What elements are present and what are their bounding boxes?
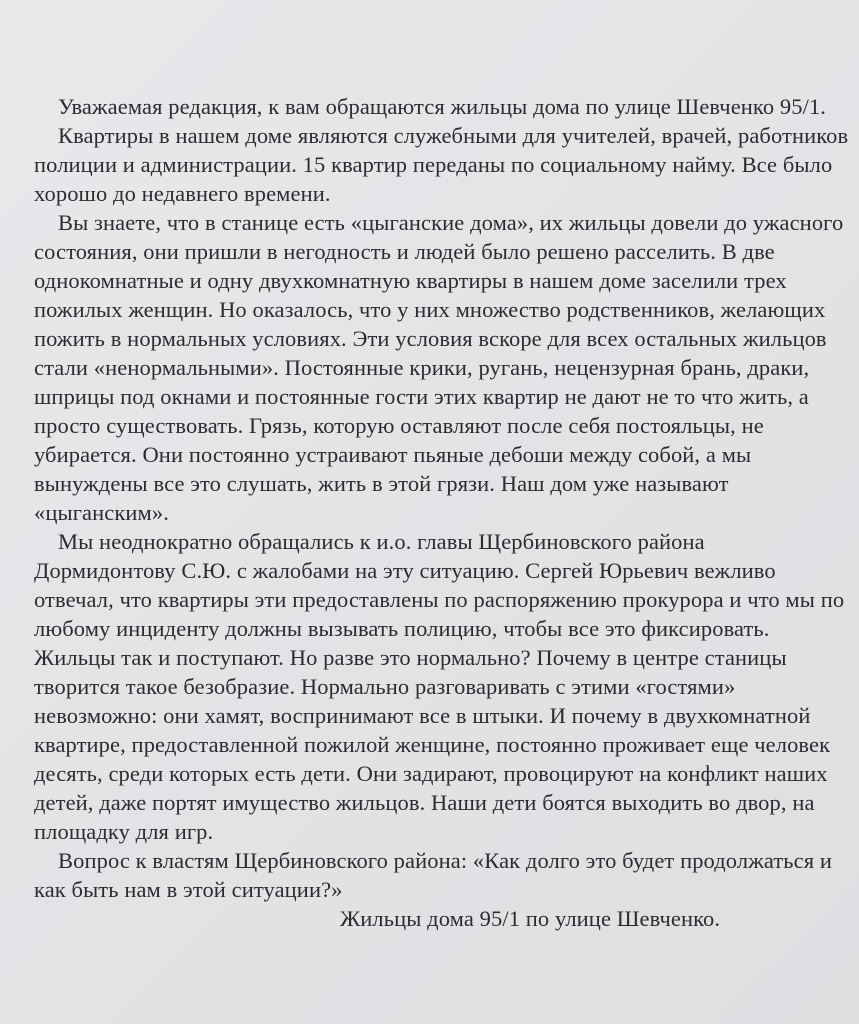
paragraph-appeals: Мы неоднократно обращались к и.о. главы Щербиновского района Дормидонтову С.Ю. с жалобами на эту ситуацию. Сергей Юрьевич вежливо отвечал, что квартиры эти предоставлены по распоряжению прокурора и что мы по любому инциденту должны вызывать полицию, чтобы все это фиксировать. Жильцы так и поступают. Но разве это нормально? Почему в центре станицы творится такое безобразие. Нормально разговаривать с этими «гостями» невозможно: они хамят, воспринимают все в штыки. И почему в двухкомнатной квартире, предоставленной пожилой женщине, постоянно проживает еще человек десять, среди которых есть дети. Они задирают, провоцируют на конфликт наших детей, даже портят имущество жильцов. Наши дети боятся выходить во двор, на площадку для игр.	[34, 529, 845, 844]
letter-body	[34, 92, 851, 933]
paragraph-residents-problem: Вы знаете, что в станице есть «цыганские дома», их жильцы довели до ужасного состояния, они пришли в негодность и людей было решено расселить. В две однокомнатные и одну двухкомнатную квартиры в нашем доме заселили трех пожилых женщин. Но оказалось, что у них множество родственников, желающих пожить в нормальных условиях. Эти условия вскоре для всех остальных жильцов стали «ненормальными». Постоянные крики, ругань, нецензурная брань, драки, шприцы под окнами и постоянные гости этих квартир не дают не то что жить, а просто существовать. Грязь, которую оставляют после себя постояльцы, не убирается. Они постоянно устраивают пьяные дебоши между собой, а мы вынуждены все это слушать, жить в этой грязи. Наш дом уже называют «цыганским».	[34, 210, 844, 525]
letter-signature: Жильцы дома 95/1 по улице Шевченко.	[340, 906, 721, 931]
letter-greeting: Уважаемая редакция, к вам обращаются жильцы дома по улице Шевченко 95/1.	[58, 94, 827, 119]
paragraph-question: Вопрос к властям Щербиновского района: «Как долго это будет продолжаться и как быть нам в этой ситуации?»	[34, 848, 833, 902]
paragraph-apartments: Квартиры в нашем доме являются служебными для учителей, врачей, работников полиции и администрации. 15 квартир переданы по социальному найму. Все было хорошо до недавнего времени.	[34, 123, 849, 206]
